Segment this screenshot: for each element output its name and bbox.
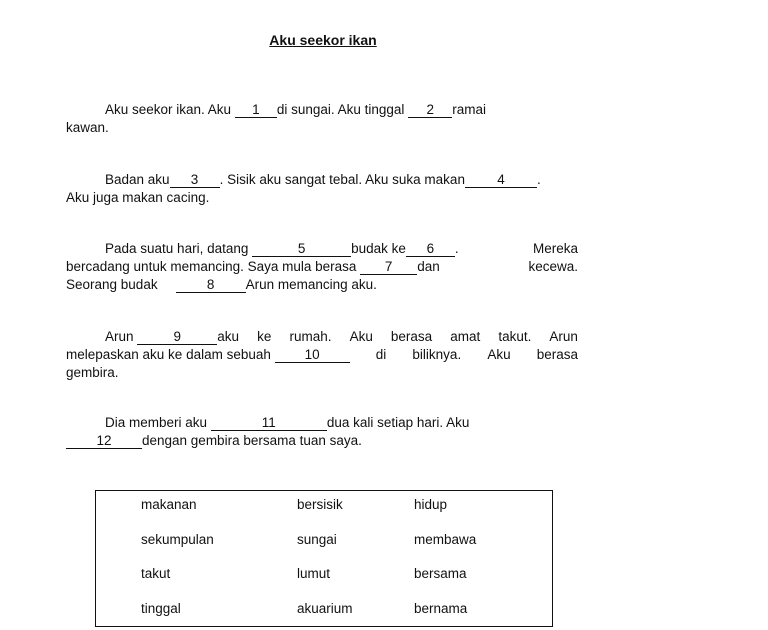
word-bank-item: tinggal bbox=[141, 601, 181, 616]
word-bank-item: makanan bbox=[141, 497, 197, 512]
word-bank-item: lumut bbox=[297, 566, 331, 581]
blank-9: 9 bbox=[137, 330, 217, 345]
word-bank-item: sekumpulan bbox=[141, 532, 214, 547]
text: bercadang untuk memancing. Saya mula berasa bbox=[66, 259, 357, 274]
paragraph-3-line-2 bbox=[66, 258, 578, 276]
blank-4: 4 bbox=[465, 173, 537, 188]
blank-10: 10 bbox=[275, 348, 350, 363]
text: di bbox=[375, 347, 387, 362]
paragraph-2-line-2 bbox=[66, 189, 209, 207]
text: dengan gembira bersama tuan saya. bbox=[142, 433, 362, 448]
word-bank-item: bersisik bbox=[297, 497, 343, 512]
text: gembira. bbox=[66, 365, 119, 380]
text: Arun bbox=[549, 329, 578, 344]
text: kawan. bbox=[66, 120, 109, 135]
text: rumah. bbox=[289, 329, 332, 344]
blank-7: 7 bbox=[360, 260, 417, 275]
word-bank-item: membawa bbox=[414, 532, 477, 547]
word-bank-item: bernama bbox=[414, 601, 468, 616]
paragraph-4-line-1 bbox=[66, 328, 578, 346]
worksheet-title: Aku seekor ikan bbox=[269, 32, 377, 48]
blank-3: 3 bbox=[170, 173, 220, 188]
blank-8: 8 bbox=[176, 278, 246, 293]
word-bank-item: sungai bbox=[297, 532, 337, 547]
text: berasa bbox=[390, 329, 433, 344]
text: takut. bbox=[498, 329, 532, 344]
paragraph-2-line-1 bbox=[66, 171, 541, 189]
blank-12: 12 bbox=[66, 434, 142, 449]
text: . bbox=[454, 241, 459, 256]
text: budak ke bbox=[351, 241, 406, 256]
text: amat bbox=[450, 329, 481, 344]
text: Aku seekor ikan. Aku bbox=[105, 102, 232, 117]
text: . Sisik aku sangat tebal. Aku suka makan bbox=[219, 172, 465, 187]
blank-2: 2 bbox=[408, 103, 452, 118]
blank-11: 11 bbox=[211, 416, 327, 431]
text: ramai bbox=[452, 102, 486, 117]
text: di sungai. Aku tinggal bbox=[276, 102, 405, 117]
word-bank-item: bersama bbox=[414, 566, 467, 581]
text: Aku juga makan cacing. bbox=[66, 190, 210, 205]
paragraph-4-line-2 bbox=[66, 346, 578, 364]
text: Arun memancing aku. bbox=[245, 277, 377, 292]
paragraph-3-line-1 bbox=[66, 240, 578, 258]
text: Dia memberi aku bbox=[105, 415, 208, 430]
paragraph-1-line-1 bbox=[66, 101, 486, 119]
paragraph-5-line-2 bbox=[66, 432, 362, 450]
text: Pada suatu hari, datang bbox=[105, 241, 249, 256]
text: aku bbox=[217, 329, 240, 344]
text: biliknya. bbox=[412, 347, 462, 362]
text: dua kali setiap hari. Aku bbox=[326, 415, 470, 430]
text: berasa bbox=[536, 347, 578, 362]
blank-6: 6 bbox=[406, 242, 455, 257]
text: Badan aku bbox=[105, 172, 170, 187]
word-bank-box bbox=[95, 490, 553, 627]
word-bank-item: hidup bbox=[414, 497, 448, 512]
text: kecewa. bbox=[528, 259, 578, 274]
text: . bbox=[536, 172, 541, 187]
text: dan bbox=[417, 259, 440, 274]
text: melepaskan aku ke dalam sebuah bbox=[66, 347, 271, 362]
text: Mereka bbox=[532, 241, 578, 256]
text: Aku bbox=[349, 329, 373, 344]
paragraph-1-line-2 bbox=[66, 119, 109, 137]
paragraph-5-line-1 bbox=[66, 414, 469, 432]
paragraph-3-line-3 bbox=[66, 276, 377, 294]
text: Arun bbox=[105, 329, 134, 344]
text: ke bbox=[257, 329, 272, 344]
word-bank-item: akuarium bbox=[297, 601, 353, 616]
word-bank-item: takut bbox=[141, 566, 171, 581]
paragraph-4-line-3 bbox=[66, 364, 119, 382]
text: Seorang budak bbox=[66, 277, 158, 292]
text: Aku bbox=[487, 347, 511, 362]
blank-5: 5 bbox=[252, 242, 351, 257]
blank-1: 1 bbox=[235, 103, 277, 118]
